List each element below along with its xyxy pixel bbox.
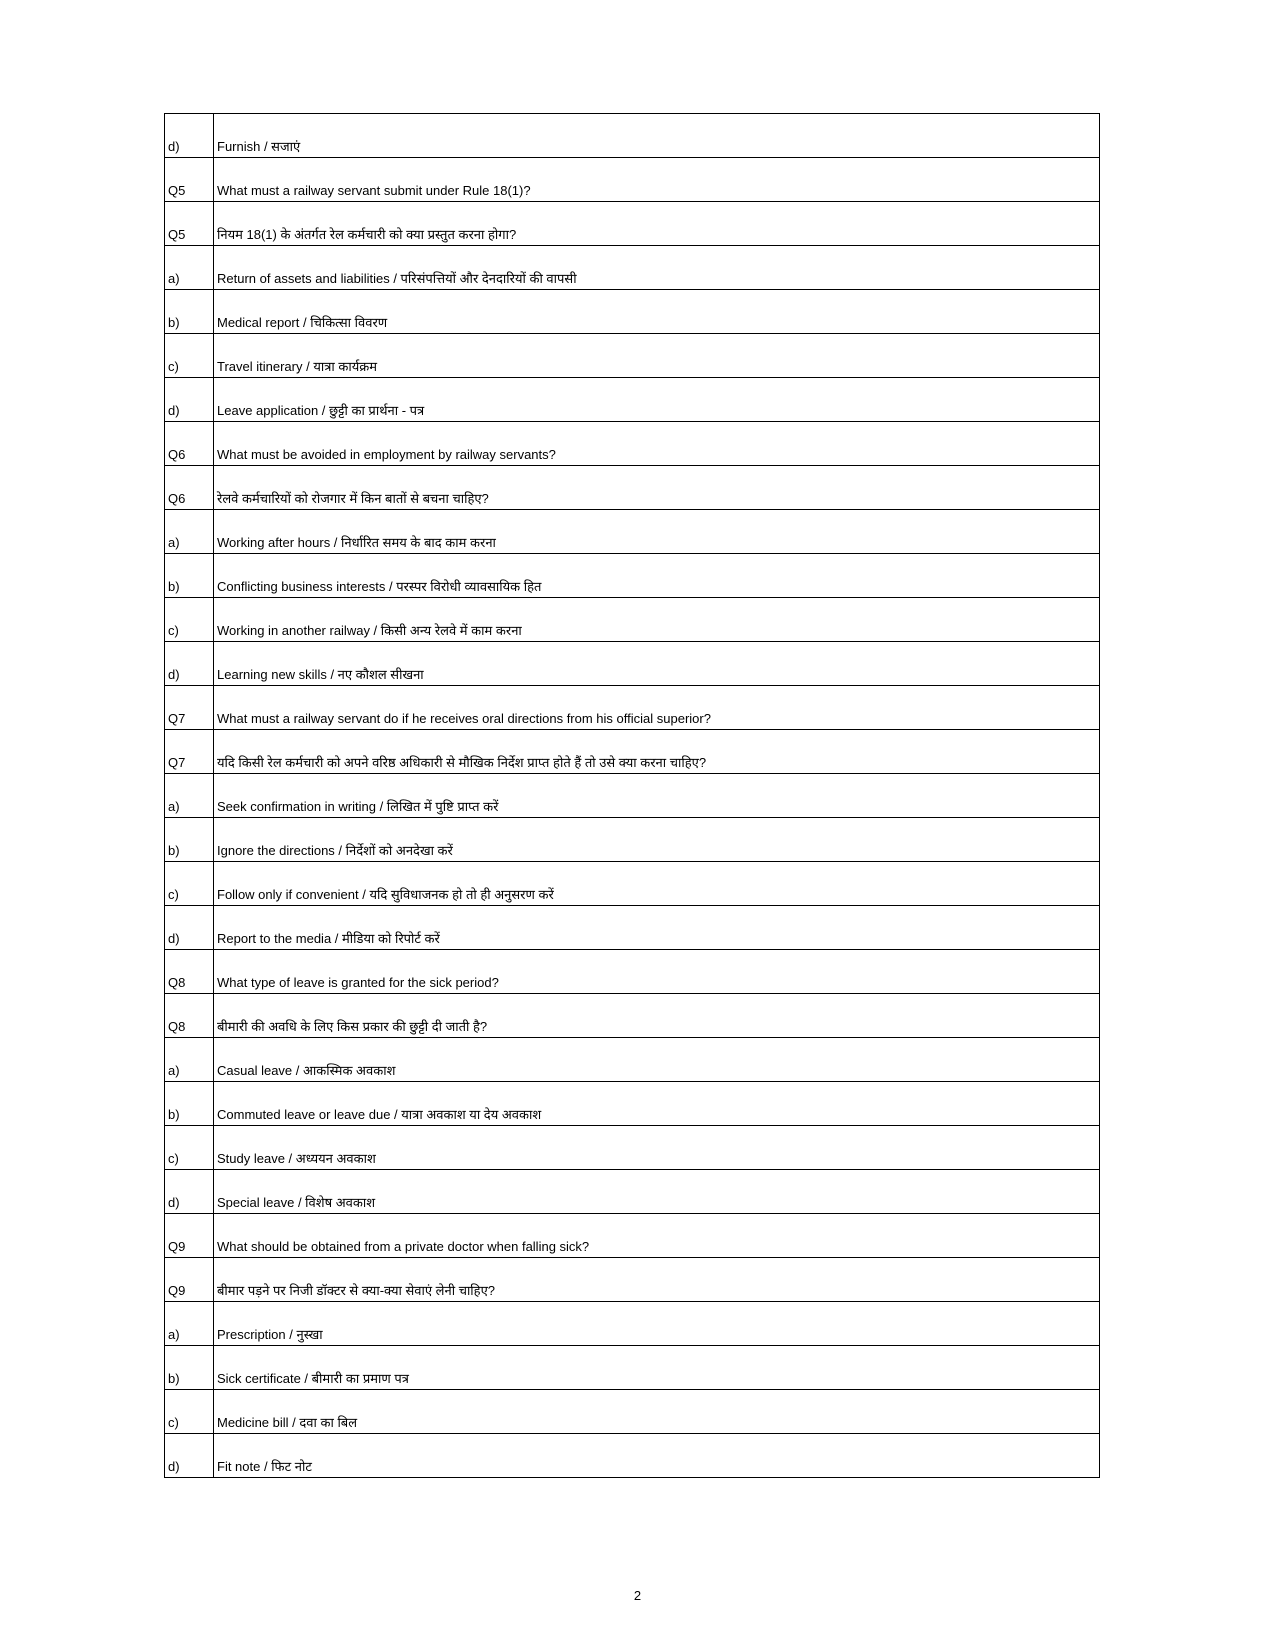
row-label-cell: [165, 1214, 214, 1258]
row-label: d): [168, 931, 180, 946]
row-label: d): [168, 403, 180, 418]
row-text: Ignore the directions / निर्देशों को अनदेखा करें: [217, 843, 453, 858]
table-row: [165, 598, 1100, 642]
row-label-cell: [165, 862, 214, 906]
row-label-cell: [165, 1038, 214, 1082]
row-text: Prescription / नुस्खा: [217, 1327, 323, 1342]
row-label: a): [168, 271, 180, 286]
row-text-cell: [214, 334, 1100, 378]
row-text-cell: [214, 730, 1100, 774]
table-row: [165, 818, 1100, 862]
row-text-cell: [214, 1390, 1100, 1434]
row-text-cell: [214, 1170, 1100, 1214]
row-text-cell: [214, 114, 1100, 158]
row-text: Leave application / छुट्टी का प्रार्थना - पत्र: [217, 403, 425, 418]
question-table: [164, 113, 1100, 1478]
row-text-cell: [214, 862, 1100, 906]
row-text-cell: [214, 686, 1100, 730]
row-label: Q9: [168, 1239, 186, 1254]
row-label: d): [168, 667, 180, 682]
row-label-cell: [165, 1346, 214, 1390]
row-label-cell: [165, 422, 214, 466]
row-label-cell: [165, 686, 214, 730]
row-label: a): [168, 1327, 180, 1342]
row-label: Q7: [168, 755, 186, 770]
row-label: Q6: [168, 447, 186, 462]
row-text: Fit note / फिट नोट: [217, 1459, 312, 1474]
row-text: Furnish / सजाएं: [217, 139, 301, 154]
row-label: Q9: [168, 1283, 186, 1298]
row-label-cell: [165, 158, 214, 202]
table-row: [165, 1214, 1100, 1258]
row-label: b): [168, 1371, 180, 1386]
row-text: Medical report / चिकित्सा विवरण: [217, 315, 388, 330]
row-text-cell: [214, 598, 1100, 642]
row-text-cell: [214, 906, 1100, 950]
table-row: [165, 378, 1100, 422]
row-label-cell: [165, 1434, 214, 1478]
row-label: c): [168, 359, 179, 374]
table-row: [165, 950, 1100, 994]
row-text: What must a railway servant submit under Rule 18(1)?: [217, 183, 531, 198]
page-number: 2: [633, 1588, 642, 1603]
table-row: [165, 1346, 1100, 1390]
table-row: [165, 510, 1100, 554]
row-text-cell: [214, 378, 1100, 422]
row-label: Q8: [168, 975, 186, 990]
row-label-cell: [165, 466, 214, 510]
row-text: What should be obtained from a private doctor when falling sick?: [217, 1239, 590, 1254]
row-text-cell: [214, 1126, 1100, 1170]
table-row: [165, 114, 1100, 158]
question-table-body: [165, 114, 1100, 1478]
row-text-cell: [214, 1258, 1100, 1302]
row-text-cell: [214, 1302, 1100, 1346]
row-label: Q6: [168, 491, 186, 506]
row-label: Q5: [168, 227, 186, 242]
row-label: b): [168, 579, 180, 594]
table-row: [165, 202, 1100, 246]
row-text: Commuted leave or leave due / यात्रा अवकाश या देय अवकाश: [217, 1107, 542, 1122]
table-row: [165, 994, 1100, 1038]
row-text-cell: [214, 1346, 1100, 1390]
row-text: Follow only if convenient / यदि सुविधाजनक हो तो ही अनुसरण करें: [217, 887, 554, 902]
row-text: Medicine bill / दवा का बिल: [217, 1415, 358, 1430]
row-label-cell: [165, 246, 214, 290]
row-text-cell: [214, 554, 1100, 598]
row-label: a): [168, 1063, 180, 1078]
table-row: [165, 158, 1100, 202]
row-text-cell: [214, 466, 1100, 510]
row-label: b): [168, 843, 180, 858]
row-label-cell: [165, 1302, 214, 1346]
table-row: [165, 290, 1100, 334]
row-label-cell: [165, 334, 214, 378]
row-label: a): [168, 535, 180, 550]
table-row: [165, 1038, 1100, 1082]
row-label-cell: [165, 510, 214, 554]
row-text: What must a railway servant do if he receives oral directions from his official superior?: [217, 711, 711, 726]
row-text: Learning new skills / नए कौशल सीखना: [217, 667, 424, 682]
row-text: रेलवे कर्मचारियों को रोजगार में किन बातों से बचना चाहिए?: [217, 491, 489, 506]
row-text: Report to the media / मीडिया को रिपोर्ट करें: [217, 931, 440, 946]
row-label-cell: [165, 994, 214, 1038]
row-label-cell: [165, 950, 214, 994]
row-label: Q7: [168, 711, 186, 726]
row-text-cell: [214, 1214, 1100, 1258]
row-text: Conflicting business interests / परस्पर विरोधी व्यावसायिक हित: [217, 579, 542, 594]
row-label: d): [168, 139, 180, 154]
row-text: बीमार पड़ने पर निजी डॉक्टर से क्या-क्या सेवाएं लेनी चाहिए?: [217, 1283, 496, 1298]
row-text: Study leave / अध्ययन अवकाश: [217, 1151, 376, 1166]
row-label: a): [168, 799, 180, 814]
row-label: c): [168, 623, 179, 638]
row-text: नियम 18(1) के अंतर्गत रेल कर्मचारी को क्या प्रस्तुत करना होगा?: [217, 227, 517, 242]
row-label-cell: [165, 1082, 214, 1126]
row-text-cell: [214, 510, 1100, 554]
row-label-cell: [165, 378, 214, 422]
table-row: [165, 334, 1100, 378]
row-text: Travel itinerary / यात्रा कार्यक्रम: [217, 359, 378, 374]
row-label-cell: [165, 598, 214, 642]
row-text-cell: [214, 994, 1100, 1038]
row-label: b): [168, 1107, 180, 1122]
row-text: Casual leave / आकस्मिक अवकाश: [217, 1063, 396, 1078]
table-row: [165, 1082, 1100, 1126]
table-row: [165, 246, 1100, 290]
row-label: c): [168, 1151, 179, 1166]
row-text-cell: [214, 1082, 1100, 1126]
row-label-cell: [165, 290, 214, 334]
row-label: c): [168, 887, 179, 902]
row-label-cell: [165, 1258, 214, 1302]
row-text-cell: [214, 158, 1100, 202]
row-label-cell: [165, 774, 214, 818]
table-row: [165, 554, 1100, 598]
row-text: Sick certificate / बीमारी का प्रमाण पत्र: [217, 1371, 409, 1386]
row-label-cell: [165, 554, 214, 598]
table-row: [165, 686, 1100, 730]
row-label: d): [168, 1195, 180, 1210]
row-text-cell: [214, 1038, 1100, 1082]
row-text-cell: [214, 950, 1100, 994]
row-label-cell: [165, 1390, 214, 1434]
row-label: d): [168, 1459, 180, 1474]
row-text: Special leave / विशेष अवकाश: [217, 1195, 376, 1210]
row-label-cell: [165, 642, 214, 686]
table-row: [165, 862, 1100, 906]
row-label-cell: [165, 730, 214, 774]
table-row: [165, 1126, 1100, 1170]
row-text: Working after hours / निर्धारित समय के बाद काम करना: [217, 535, 496, 550]
row-label: Q5: [168, 183, 186, 198]
table-row: [165, 774, 1100, 818]
table-row: [165, 422, 1100, 466]
row-label: Q8: [168, 1019, 186, 1034]
row-label-cell: [165, 906, 214, 950]
table-row: [165, 1390, 1100, 1434]
row-label-cell: [165, 818, 214, 862]
row-label: c): [168, 1415, 179, 1430]
row-text-cell: [214, 818, 1100, 862]
row-text-cell: [214, 642, 1100, 686]
row-text: यदि किसी रेल कर्मचारी को अपने वरिष्ठ अधिकारी से मौखिक निर्देश प्राप्त होते हैं तो उसे क्या करना चाहिए?: [217, 755, 707, 770]
row-text: What type of leave is granted for the sick period?: [217, 975, 499, 990]
row-text-cell: [214, 246, 1100, 290]
table-row: [165, 730, 1100, 774]
row-text: Return of assets and liabilities / परिसंपत्तियों और देनदारियों की वापसी: [217, 271, 577, 286]
table-row: [165, 1258, 1100, 1302]
table-row: [165, 906, 1100, 950]
table-row: [165, 1302, 1100, 1346]
row-text-cell: [214, 290, 1100, 334]
row-text-cell: [214, 774, 1100, 818]
row-label-cell: [165, 114, 214, 158]
table-row: [165, 1170, 1100, 1214]
table-row: [165, 1434, 1100, 1478]
row-text: Working in another railway / किसी अन्य रेलवे में काम करना: [217, 623, 522, 638]
row-label-cell: [165, 202, 214, 246]
row-text-cell: [214, 202, 1100, 246]
row-text: बीमारी की अवधि के लिए किस प्रकार की छुट्टी दी जाती है?: [217, 1019, 488, 1034]
row-label: b): [168, 315, 180, 330]
row-label-cell: [165, 1126, 214, 1170]
row-label-cell: [165, 1170, 214, 1214]
row-text: Seek confirmation in writing / लिखित में पुष्टि प्राप्त करें: [217, 799, 499, 814]
row-text-cell: [214, 422, 1100, 466]
row-text: What must be avoided in employment by railway servants?: [217, 447, 556, 462]
table-row: [165, 466, 1100, 510]
row-text-cell: [214, 1434, 1100, 1478]
table-row: [165, 642, 1100, 686]
